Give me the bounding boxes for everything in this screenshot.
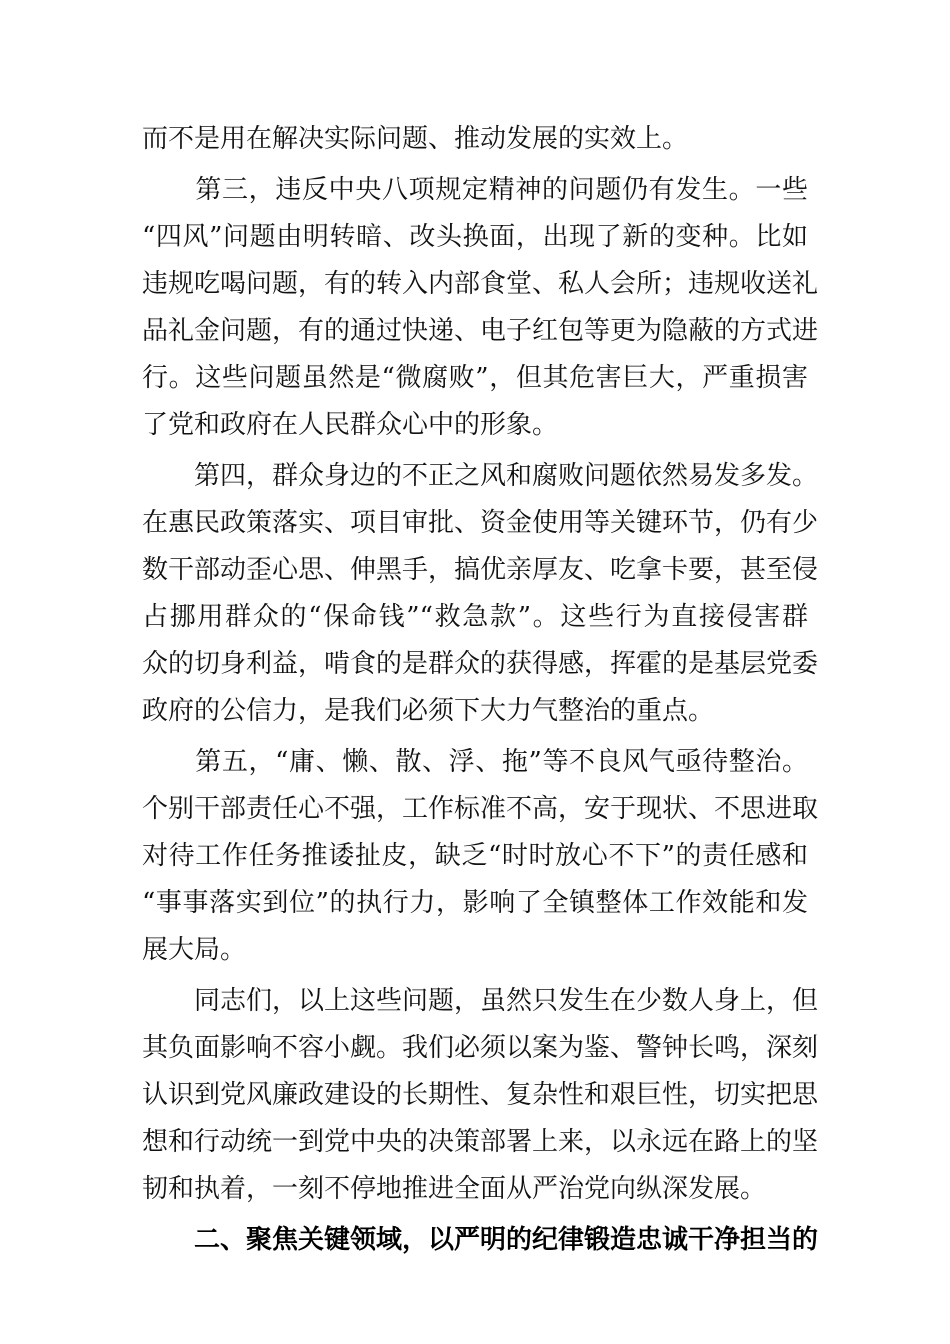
text-line: 认识到党风廉政建设的长期性、复杂性和艰巨性，切实把思 (142, 1080, 819, 1110)
text-line: 韧和执着，一刻不停地推进全面从严治党向纵深发展。 (142, 1174, 767, 1204)
text-line: 在惠民政策落实、项目审批、资金使用等关键环节，仍有少 (142, 508, 819, 538)
paragraph-comrades (142, 978, 819, 1213)
text-line: 了党和政府在人民群众心中的形象。 (142, 410, 559, 440)
section-heading: 二、聚焦关键领域，以严明的纪律锻造忠诚干净担当的 (194, 1225, 819, 1255)
text-line: 同志们，以上这些问题，虽然只发生在少数人身上，但 (142, 986, 819, 1016)
text-line: “四风”问题由明转暗、改头换面，出现了新的变种。比如 (142, 222, 808, 252)
text-line: 对待工作任务推诿扯皮，缺乏“时时放心不下”的责任感和 (142, 841, 808, 871)
paragraph-fourth (142, 453, 819, 735)
text-line: 第三，违反中央八项规定精神的问题仍有发生。一些 (142, 175, 808, 205)
text-line: 展大局。 (142, 935, 247, 965)
text-line: 众的切身利益，啃食的是群众的获得感，挥霍的是基层党委 (142, 649, 819, 679)
text-line: 第五，“庸、懒、散、浮、拖”等不良风气亟待整治。 (142, 747, 808, 777)
text-line: 数干部动歪心思、伸黑手，搞优亲厚友、吃拿卡要，甚至侵 (142, 555, 819, 585)
paragraph-third (142, 167, 819, 449)
paragraph-fifth (142, 739, 819, 974)
document-body (142, 116, 819, 1264)
text-line: 行。这些问题虽然是“微腐败”，但其危害巨大，严重损害 (142, 363, 808, 393)
text-line: 政府的公信力，是我们必须下大力气整治的重点。 (142, 696, 715, 726)
text-line: “事事落实到位”的执行力，影响了全镇整体工作效能和发 (142, 888, 808, 918)
text-line: 想和行动统一到党中央的决策部署上来，以永远在路上的坚 (142, 1127, 819, 1157)
text-line: 违规吃喝问题，有的转入内部食堂、私人会所；违规收送礼 (142, 269, 819, 299)
text-line: 而不是用在解决实际问题、推动发展的实效上。 (142, 124, 689, 154)
text-line: 品礼金问题，有的通过快递、电子红包等更为隐蔽的方式进 (142, 316, 819, 346)
text-line: 其负面影响不容小觑。我们必须以案为鉴、警钟长鸣，深刻 (142, 1033, 819, 1063)
text-line: 占挪用群众的“保命钱”“救急款”。这些行为直接侵害群 (142, 602, 808, 632)
paragraph-continuation (142, 116, 808, 163)
text-line: 个别干部责任心不强，工作标准不高，安于现状、不思进取 (142, 794, 819, 824)
text-line: 第四，群众身边的不正之风和腐败问题依然易发多发。 (142, 461, 819, 491)
